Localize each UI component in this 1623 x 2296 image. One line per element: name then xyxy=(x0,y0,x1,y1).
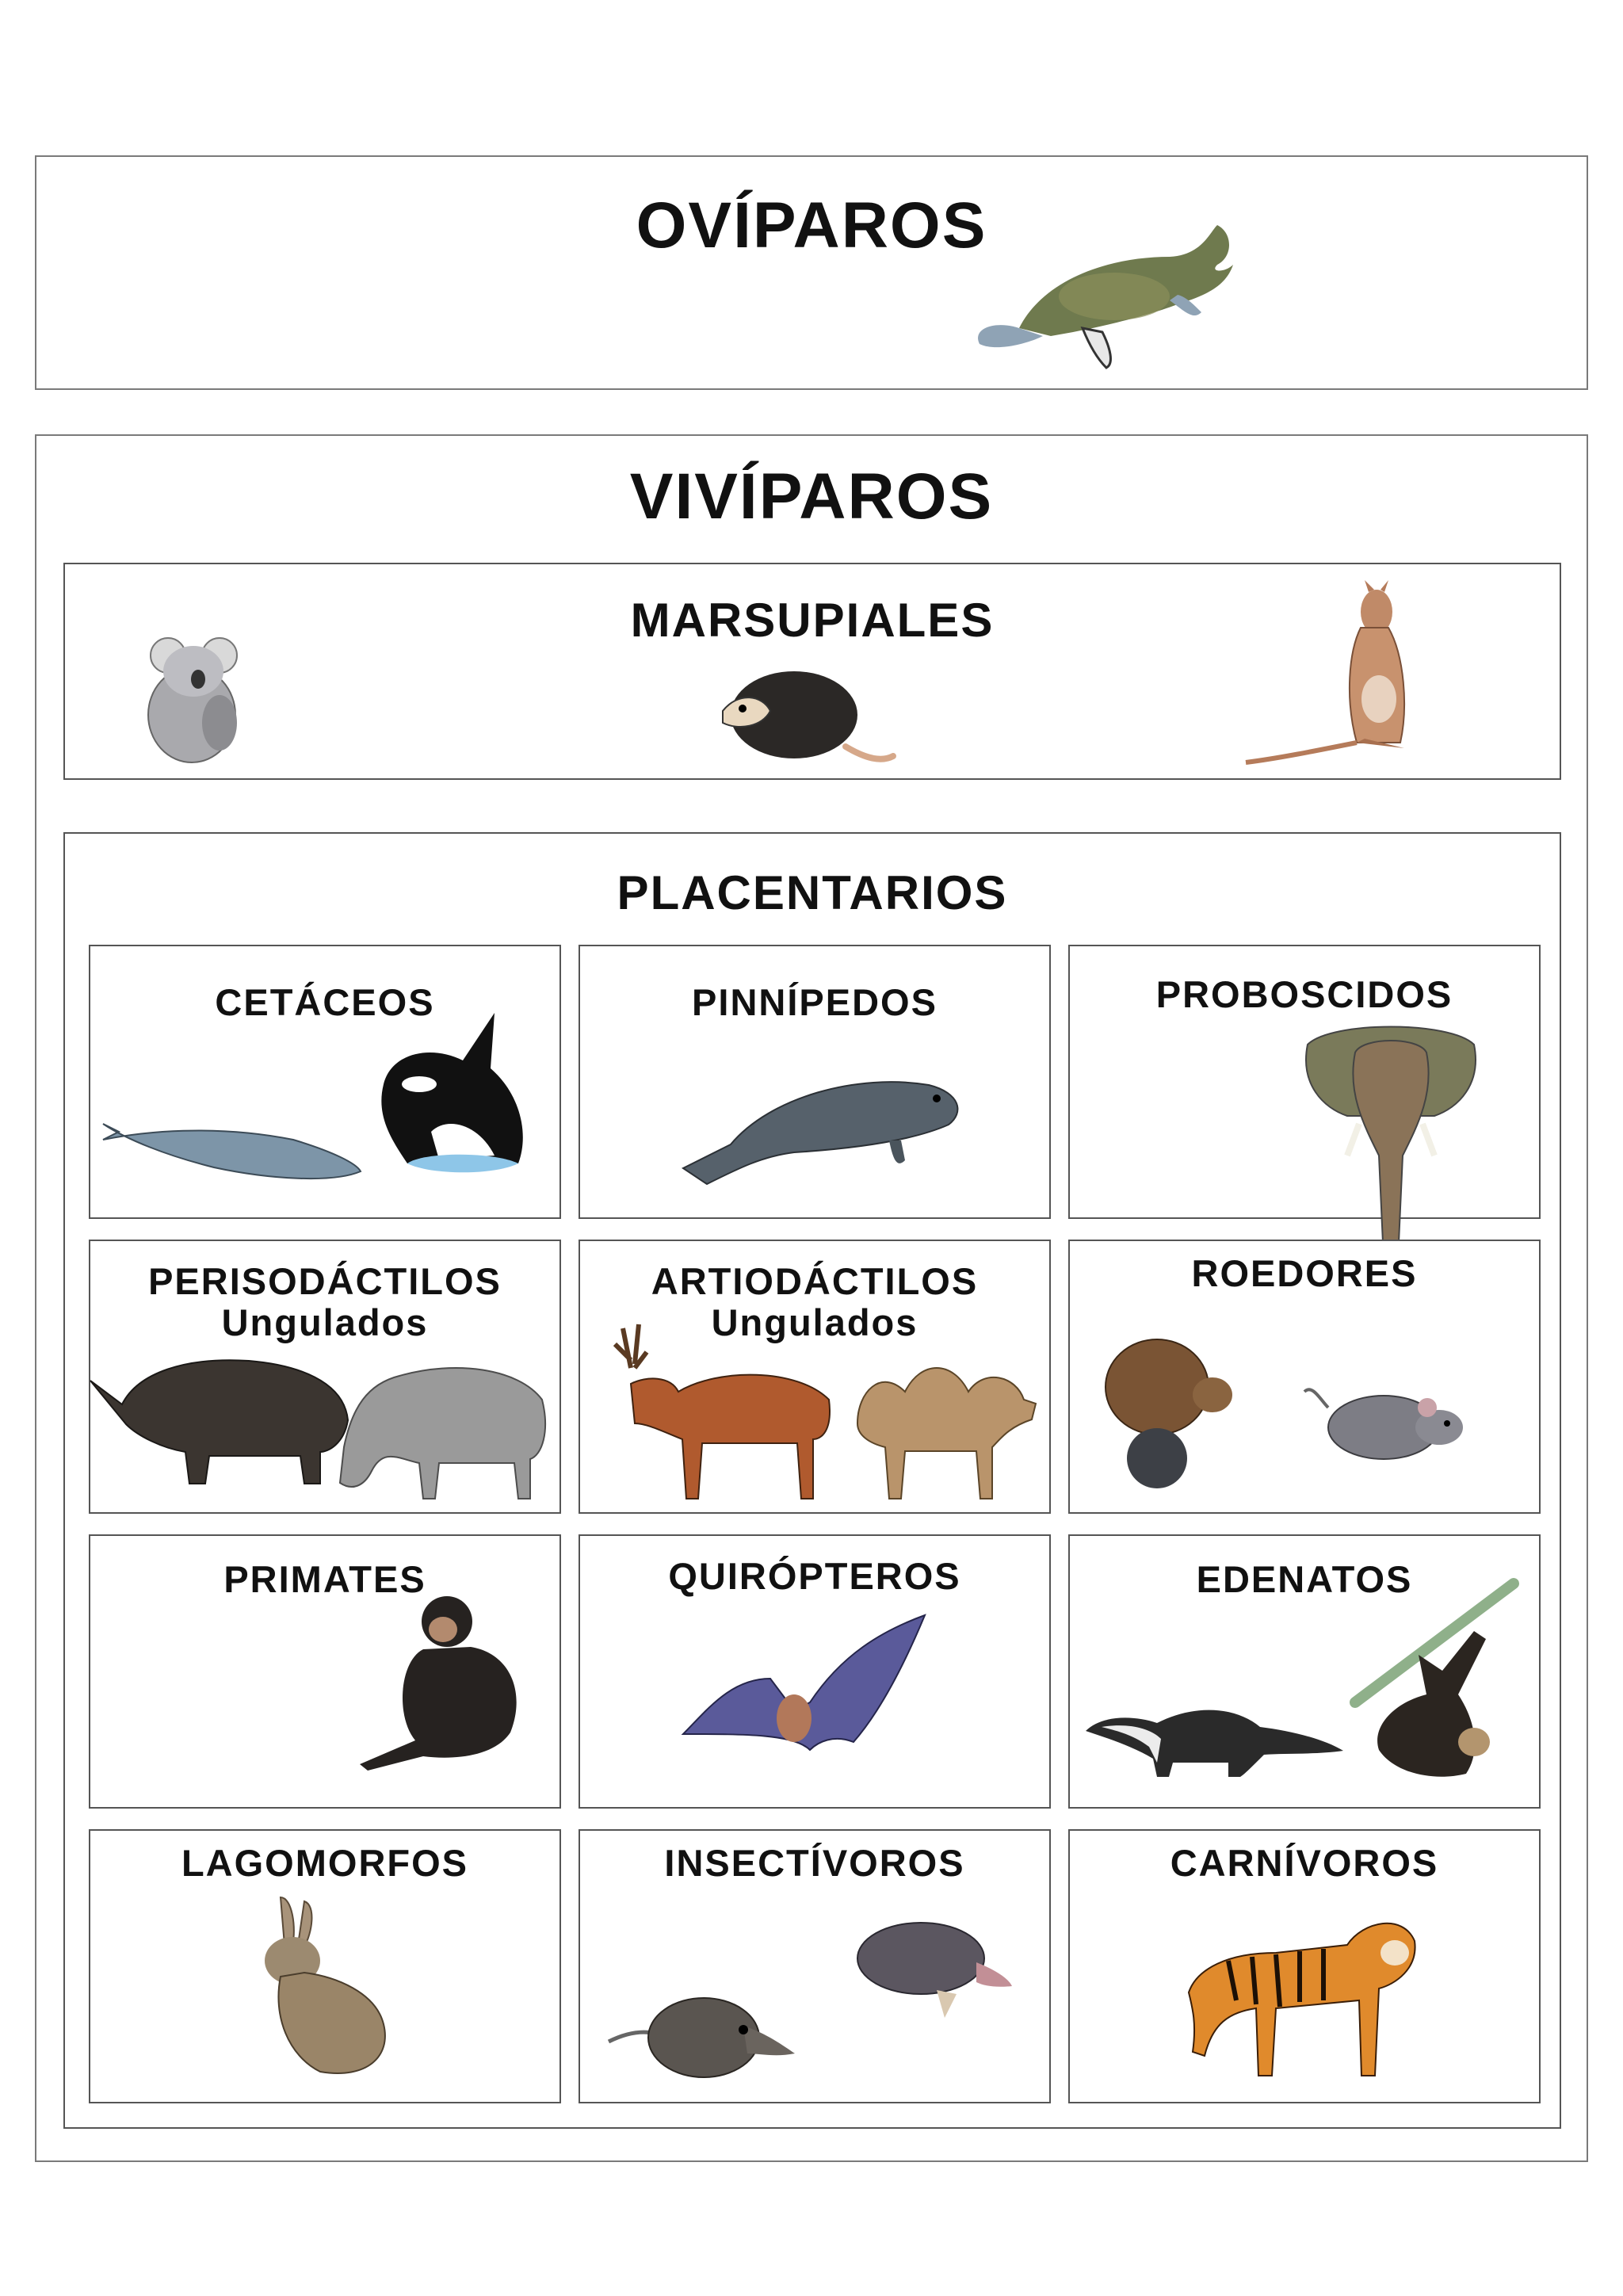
group-pinnipedos xyxy=(579,945,1051,1219)
chimpanzee-icon xyxy=(352,1590,526,1772)
group-name: ROEDORES xyxy=(1191,1252,1418,1294)
group-name: QUIRÓPTEROS xyxy=(668,1555,961,1597)
group-name: CETÁCEOS xyxy=(215,981,435,1023)
koala-icon xyxy=(144,636,247,762)
group-proboscidos xyxy=(1068,945,1541,1219)
group-name: EDENATOS xyxy=(1196,1558,1413,1600)
group-subtitle: Ungulados xyxy=(221,1301,429,1343)
rhinoceros-icon xyxy=(90,1349,352,1484)
opossum-icon xyxy=(707,667,897,770)
group-artiodactilos xyxy=(579,1240,1051,1514)
group-cetaceos xyxy=(89,945,561,1219)
group-quiropteros xyxy=(579,1534,1051,1809)
group-name: PERISODÁCTILOS xyxy=(148,1260,502,1302)
seal-icon xyxy=(675,1065,968,1192)
anteater-icon xyxy=(1086,1691,1347,1778)
group-roedores xyxy=(1068,1240,1541,1514)
oviparos-panel xyxy=(35,155,1588,390)
group-name: PROBOSCIDOS xyxy=(1155,973,1453,1015)
placentarios-title: PLACENTARIOS xyxy=(617,866,1008,919)
blue-whale-icon xyxy=(95,1108,365,1187)
rabbit-icon xyxy=(249,1897,391,2080)
shrew-icon xyxy=(609,1978,799,2081)
group-carnivoros xyxy=(1068,1829,1541,2103)
group-edenatos xyxy=(1068,1534,1541,1809)
marsupiales-title: MARSUPIALES xyxy=(630,594,995,647)
camel-icon xyxy=(850,1344,1040,1503)
sloth-icon xyxy=(1355,1584,1522,1782)
group-name: LAGOMORFOS xyxy=(181,1842,469,1884)
bat-icon xyxy=(683,1615,929,1766)
group-insectivoros xyxy=(579,1829,1051,2103)
group-name: PRIMATES xyxy=(223,1558,426,1600)
mole-icon xyxy=(850,1915,1016,2026)
group-primates xyxy=(89,1534,561,1809)
deer-icon xyxy=(599,1320,837,1503)
elephant-icon xyxy=(1300,1021,1482,1243)
group-name: CARNÍVOROS xyxy=(1170,1842,1439,1884)
kangaroo-icon xyxy=(1246,580,1428,770)
platypus-icon xyxy=(972,209,1241,376)
beaver-icon xyxy=(1102,1331,1244,1490)
donkey-icon xyxy=(328,1352,550,1503)
mouse-icon xyxy=(1304,1384,1479,1471)
group-subtitle: Ungulados xyxy=(711,1301,918,1343)
group-perisodactilos xyxy=(89,1240,561,1514)
oviparos-title: OVÍPAROS xyxy=(636,189,987,262)
group-name: ARTIODÁCTILOS xyxy=(651,1260,979,1302)
group-lagomorfos xyxy=(89,1829,561,2103)
tiger-icon xyxy=(1181,1897,1419,2088)
group-name: PINNÍPEDOS xyxy=(692,981,938,1023)
marsupiales-panel xyxy=(63,563,1561,780)
group-name: INSECTÍVOROS xyxy=(664,1842,965,1884)
placentarios-panel xyxy=(63,832,1561,2129)
orca-icon xyxy=(360,1013,542,1179)
viviparos-panel xyxy=(35,434,1588,2162)
viviparos-title: VIVÍPAROS xyxy=(629,460,994,533)
